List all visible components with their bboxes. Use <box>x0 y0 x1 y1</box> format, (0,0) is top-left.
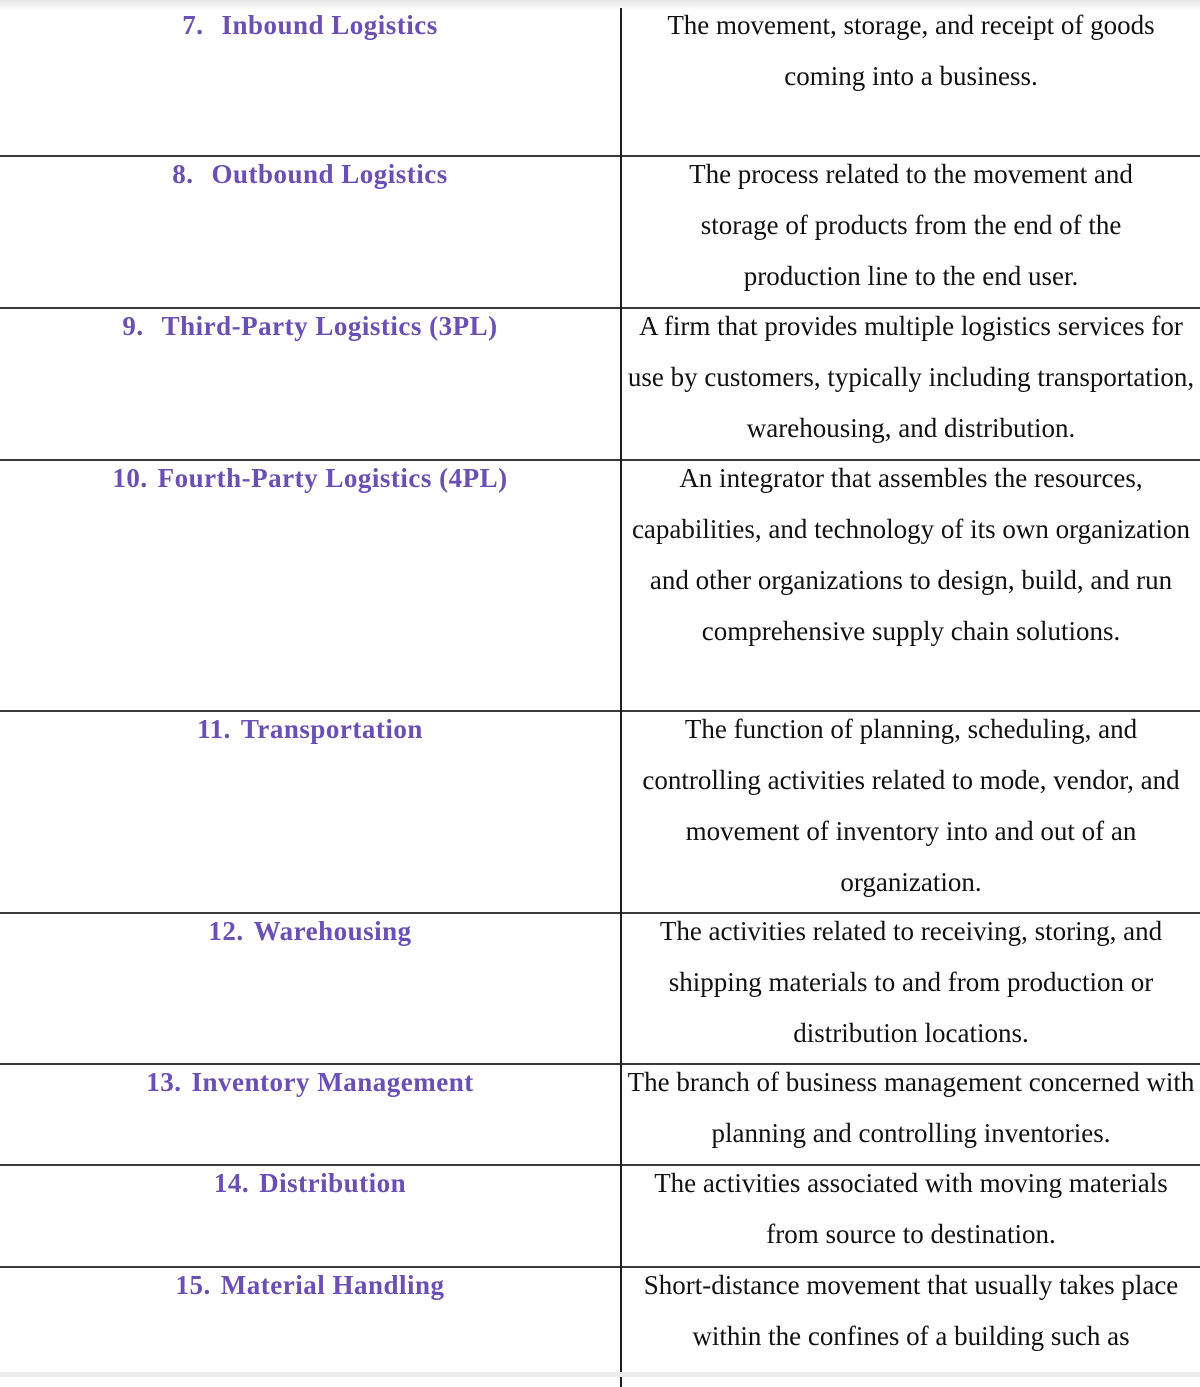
term-number: 8. <box>172 159 194 189</box>
table-row <box>0 8 1200 156</box>
term-cell <box>0 711 621 913</box>
term-label: Outbound Logistics <box>211 159 448 189</box>
definition-text: An integrator that assembles the resources, capabilities, and technology of its own organization and other organizations to design, build, and run comprehensive supply chain solutions. <box>631 463 1191 646</box>
term-number: 11. <box>197 714 231 744</box>
definition-text: The movement, storage, and receipt of goods coming into a business. <box>667 10 1155 91</box>
term-number: 9. <box>122 311 144 341</box>
term-label: Transportation <box>240 714 423 744</box>
table-row <box>0 711 1200 913</box>
term-number: 10. <box>112 463 148 493</box>
term-label: Distribution <box>259 1168 407 1198</box>
term-cell <box>0 308 621 460</box>
definition-cell <box>621 1165 1200 1267</box>
table-row <box>0 308 1200 460</box>
page-bottom-edge <box>0 1372 1200 1377</box>
term-label: Third-Party Logistics (3PL) <box>161 311 498 341</box>
table-row <box>0 156 1200 308</box>
definition-text: The branch of business management concerned with planning and controlling inventories. <box>627 1067 1195 1148</box>
term-number: 13. <box>146 1067 182 1097</box>
definition-text: The process related to the movement and storage of products from the end of the production line to the end user. <box>689 159 1133 291</box>
term-number: 12. <box>208 916 244 946</box>
definition-text: The function of planning, scheduling, and controlling activities related to mode, vendor, and movement of inventory into and out of an organization. <box>642 714 1180 897</box>
term-label: Warehousing <box>253 916 412 946</box>
table-row <box>0 1165 1200 1267</box>
definition-cell <box>621 711 1200 913</box>
term-number: 15. <box>175 1270 211 1300</box>
term-cell <box>0 1064 621 1165</box>
definition-text: A firm that provides multiple logistics services for use by customers, typically including transportation, warehousing, and distribution. <box>627 311 1195 443</box>
table-row <box>0 913 1200 1064</box>
term-label: Fourth-Party Logistics (4PL) <box>157 463 508 493</box>
table-row <box>0 1267 1200 1387</box>
definition-cell <box>621 156 1200 308</box>
term-cell <box>0 460 621 711</box>
definition-cell <box>621 308 1200 460</box>
term-cell <box>0 1165 621 1267</box>
definition-cell <box>621 1064 1200 1165</box>
term-label: Inbound Logistics <box>221 10 438 40</box>
term-label: Inventory Management <box>191 1067 474 1097</box>
term-cell <box>0 156 621 308</box>
term-label: Material Handling <box>220 1270 445 1300</box>
definition-cell <box>621 1267 1200 1387</box>
table-row <box>0 1064 1200 1165</box>
definition-cell <box>621 913 1200 1064</box>
definition-cell <box>621 460 1200 711</box>
definition-text: The activities associated with moving materials from source to destination. <box>654 1168 1168 1249</box>
term-cell <box>0 913 621 1064</box>
term-cell <box>0 1267 621 1387</box>
glossary-table <box>0 8 1200 1387</box>
definition-text: The activities related to receiving, storing, and shipping materials to and from production or distribution locations. <box>659 916 1163 1048</box>
term-number: 14. <box>213 1168 250 1198</box>
definition-text: Short-distance movement that usually takes place within the confines of a building such as <box>643 1270 1179 1351</box>
term-number: 7. <box>182 10 204 40</box>
table-row <box>0 460 1200 711</box>
term-cell <box>0 8 621 156</box>
definition-cell <box>621 8 1200 156</box>
